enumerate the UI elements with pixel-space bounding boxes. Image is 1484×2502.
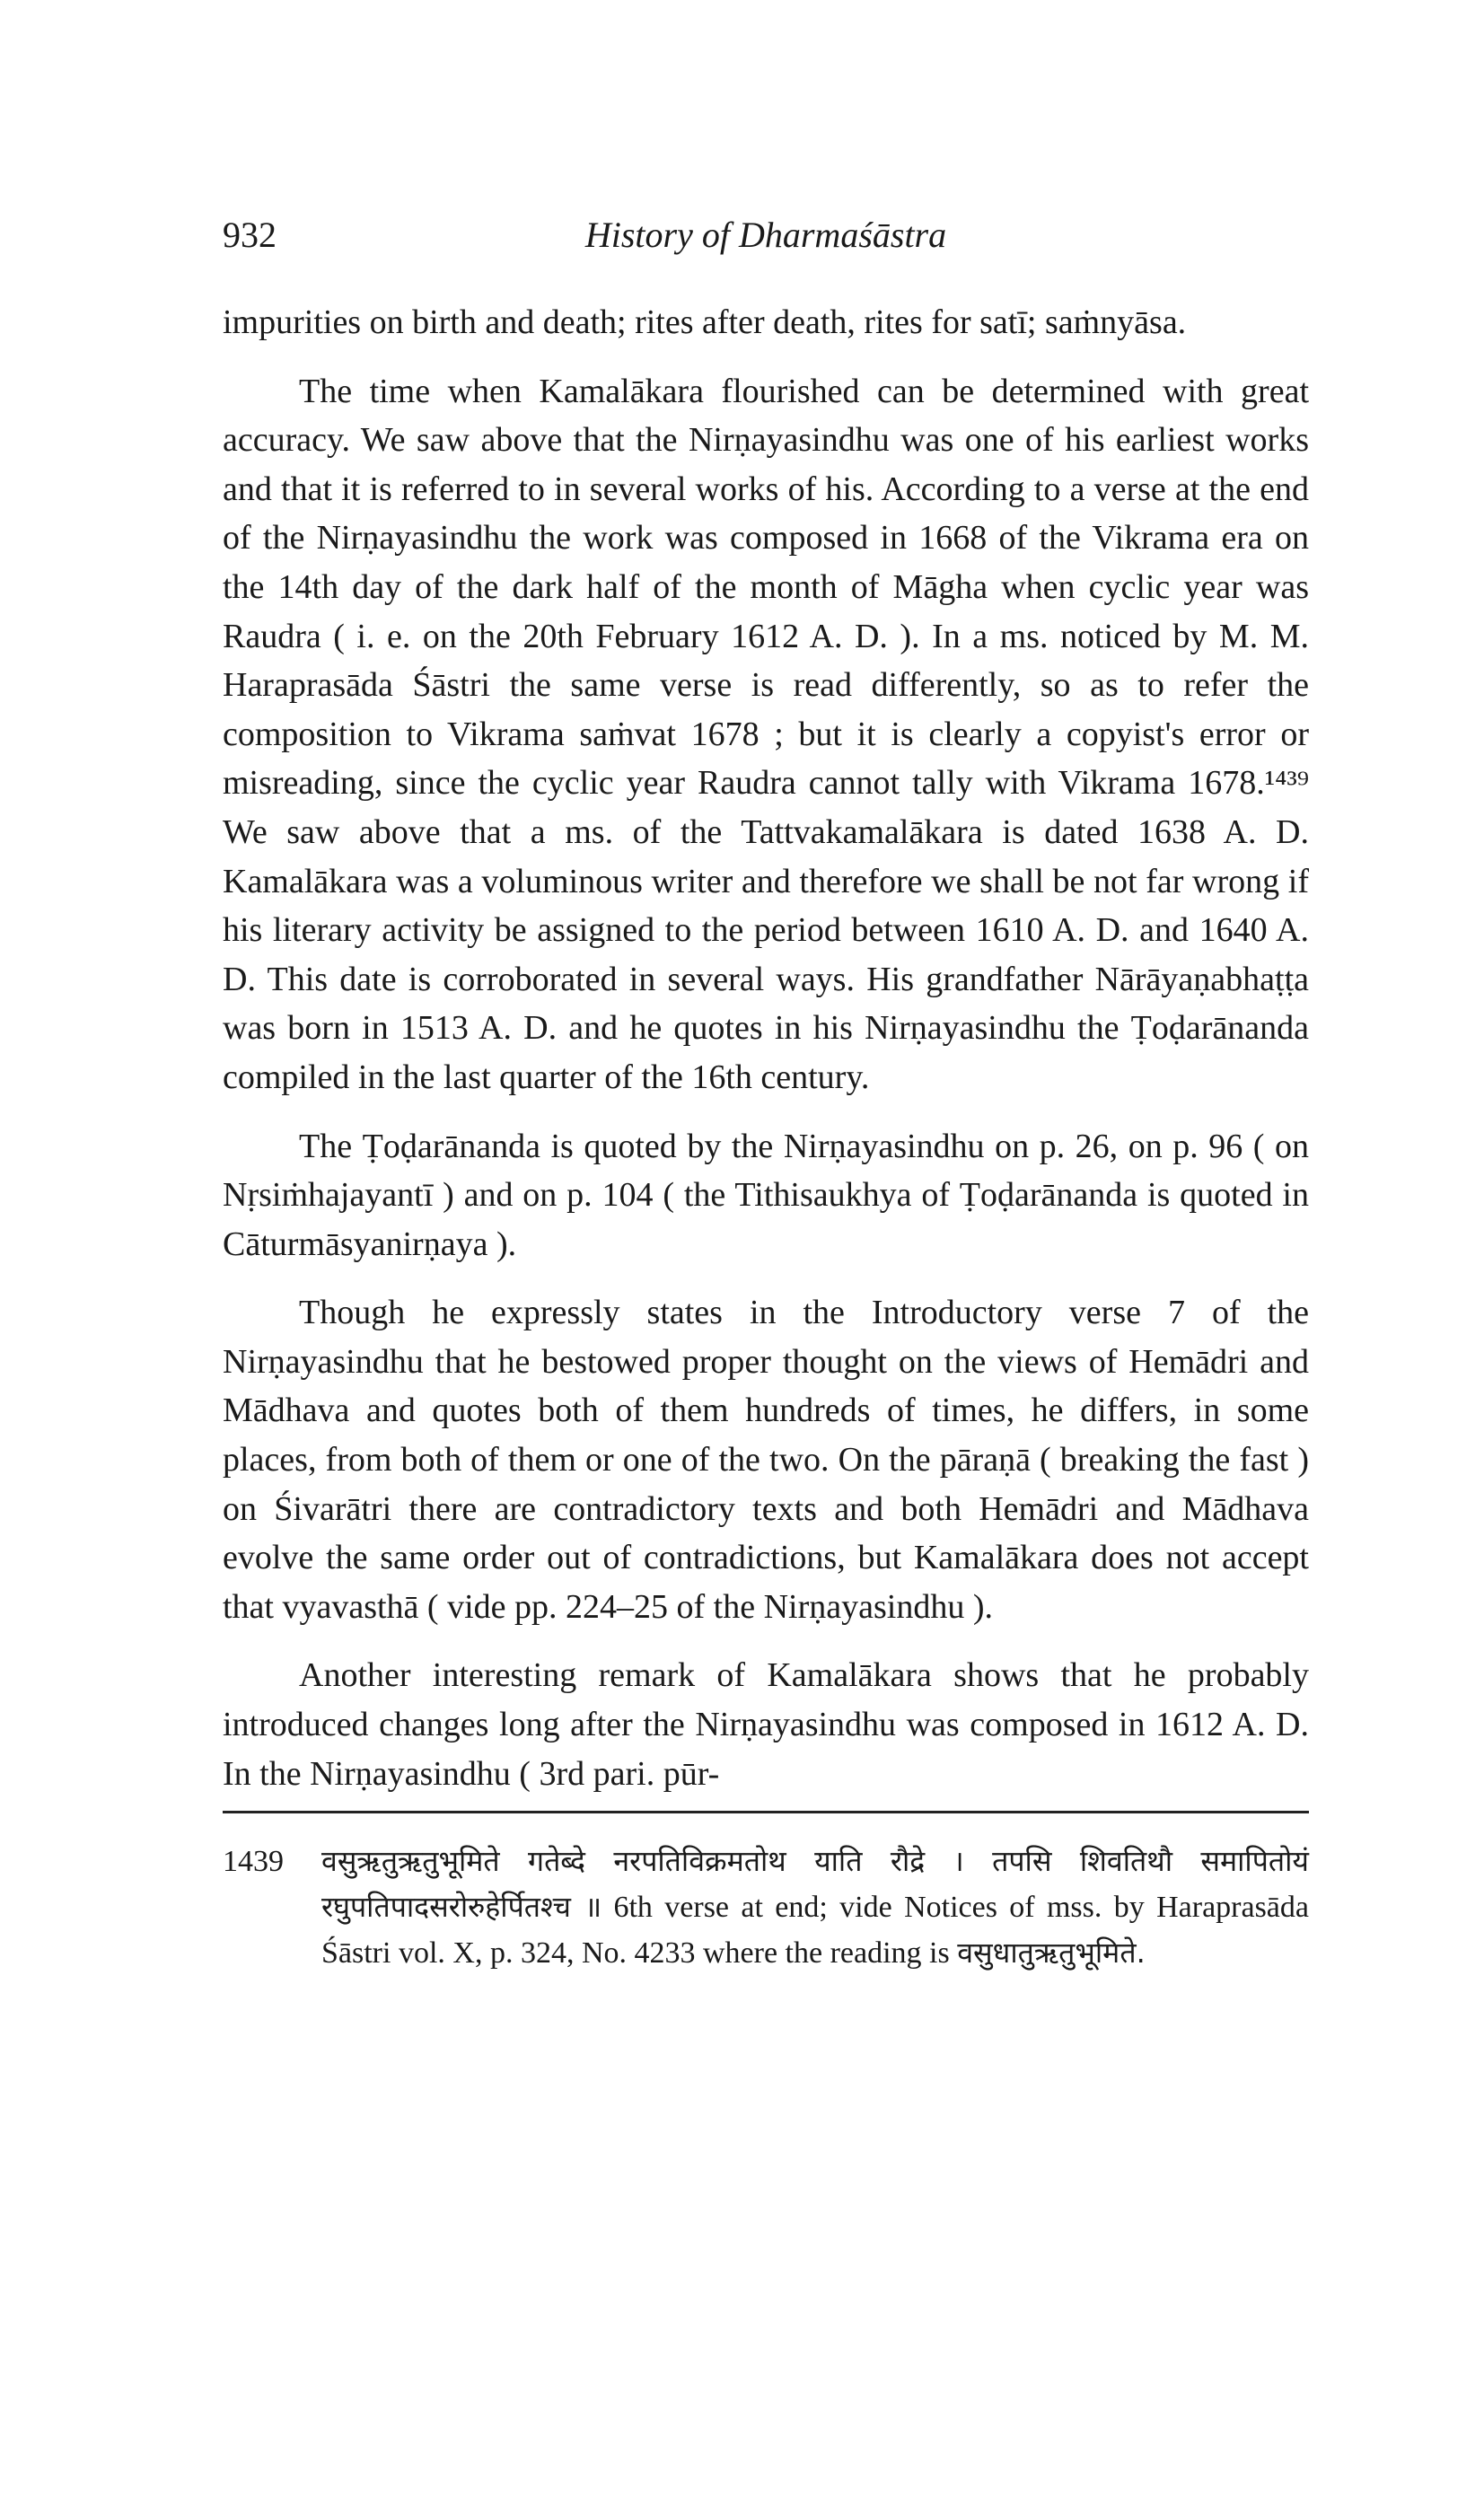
paragraph-todarananda: The Ṭoḍarānanda is quoted by the Nirṇayasindhu on p. 26, on p. 96 ( on Nṛsiṁhajayantī ) and on p. 104 ( the Tithisaukhya of Ṭoḍarānanda is quoted in Cāturmāsyanirṇaya ).: [223, 1127, 1309, 1263]
paragraph-hemadri-madhava: Though he expressly states in the Introductory verse 7 of the Nirṇayasindhu that he bestowed proper thought on the views of Hemādri and Mādhava and quotes both of them hundreds of times, he differs, in some places, from both of them or one of the two. On the pāraṇā ( breaking the fast ) on Śivarātri there are contradictory texts and both Hemādri and Mādhava evolve the same order out of contradictions, but Kamalākara does not accept that vyavasthā ( vide pp. 224–25 of the Nirṇayasindhu ).: [223, 1294, 1309, 1626]
footnote: [223, 1839, 1309, 1976]
paragraph-date: The time when Kamalākara flourished can be determined with great accuracy. We saw above that the Nirṇayasindhu was one of his earliest works and that it is referred to in several works of his. According to a verse at the end of the Nirṇayasindhu the work was composed in 1668 of the Vikrama era on the 14th day of the dark half of the month of Māgha when cyclic year was Raudra ( i. e. on the 20th February 1612 A. D. ). In a ms. noticed by M. M. Haraprasāda Śāstri the same verse is read differently, so as to refer the composition to Vikrama saṁvat 1678 ; but it is clearly a copyist's error or misreading, since the cyclic year Raudra cannot tally with Vikrama 1678.¹⁴³⁹ We saw above that a ms. of the Tattvakamalākara is dated 1638 A. D. Kamalākara was a voluminous writer and therefore we shall be not far wrong if his literary activity be assigned to the period between 1610 A. D. and 1640 A. D. This date is corroborated in several ways. His grandfather Nārāyaṇabhaṭṭa was born in 1513 A. D. and he quotes in his Nirṇayasindhu the Ṭoḍarānanda compiled in the last quarter of the 16th century.: [223, 372, 1309, 1096]
footnote-sanskrit-verse: वसुऋतुऋतुभूमिते गतेब्दे नरपतिविक्रमतोथ याति रौद्रे । तपसि शिवतिथौ समापितोयं रघुपतिपादसरोरुहेर्पितश्च ॥: [321, 1844, 1309, 1925]
running-title: History of Dharmaśāstra: [584, 215, 947, 255]
paragraph-another-remark: Another interesting remark of Kamalākara shows that he probably introduced changes long after the Nirṇayasindhu was composed in 1612 A. D. In the Nirṇayasindhu ( 3rd pari. pūr-: [223, 1656, 1309, 1793]
continuation-paragraph: impurities on birth and death; rites after death, rites for satī; saṁnyāsa.: [223, 303, 1187, 341]
page: [223, 214, 1309, 2006]
page-header: [223, 214, 1309, 268]
footnote-text: 6th verse at end; vide Notices of mss. by Haraprasāda Śāstri vol. X, p. 324, No. 4233 where the reading is: [321, 1891, 1309, 1971]
footnote-number: 1439: [223, 1845, 284, 1879]
page-number: 932: [223, 215, 277, 255]
footnote-sanskrit-reading: वसुधातुऋतुभूमिते.: [957, 1936, 1146, 1971]
footnote-divider: [223, 1811, 1309, 1813]
